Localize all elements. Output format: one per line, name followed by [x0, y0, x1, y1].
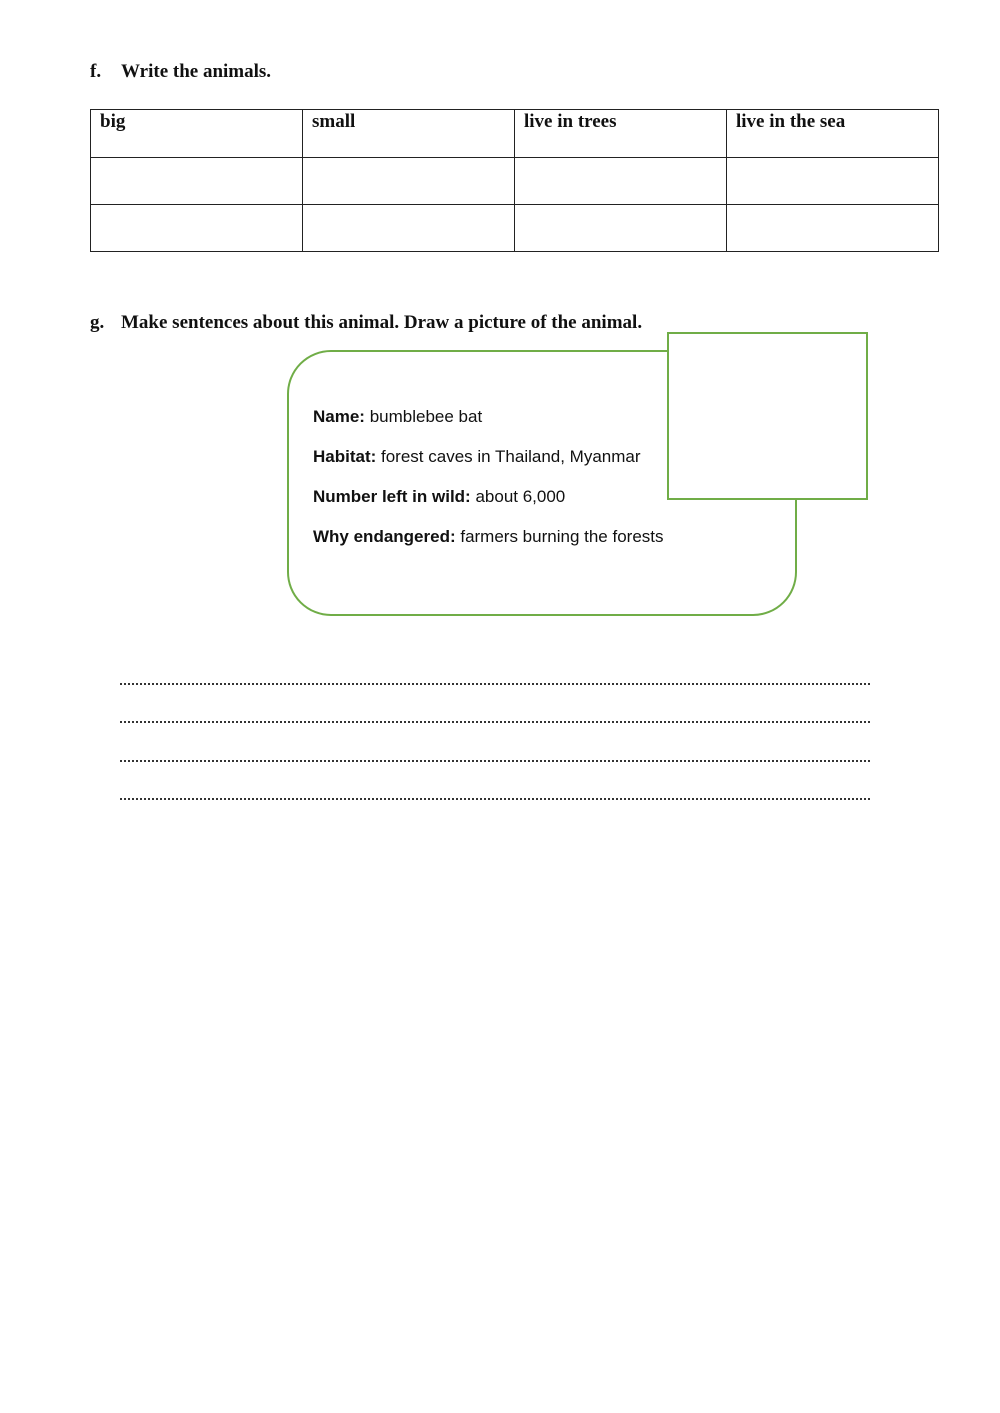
answer-cell[interactable]: [727, 158, 939, 205]
answer-cell[interactable]: [91, 205, 303, 252]
sentence-answer-line[interactable]: [120, 683, 870, 685]
answer-cell[interactable]: [727, 205, 939, 252]
table-row: [91, 158, 939, 205]
section-f-instruction: Write the animals.: [121, 61, 272, 82]
animal-number-line: [313, 487, 565, 507]
answer-cell[interactable]: [303, 205, 515, 252]
number-label: Number left in wild:: [313, 487, 471, 506]
animal-habitat-line: [313, 447, 641, 467]
animals-table: [90, 109, 939, 252]
answer-cell[interactable]: [303, 158, 515, 205]
section-f-heading: [90, 61, 271, 83]
habitat-value: forest caves in Thailand, Myanmar: [376, 447, 641, 466]
sentence-answer-line[interactable]: [120, 798, 870, 800]
why-endangered-value: farmers burning the forests: [455, 527, 664, 546]
column-header-small: small: [303, 110, 515, 158]
table-row: [91, 205, 939, 252]
why-endangered-label: Why endangered:: [313, 527, 456, 546]
table-header-row: [91, 110, 939, 158]
section-g-instruction: Make sentences about this animal. Draw a picture of the animal.: [121, 312, 643, 333]
drawing-box[interactable]: [667, 332, 868, 500]
column-header-live-in-trees: live in trees: [515, 110, 727, 158]
animal-why-endangered-line: [313, 527, 664, 547]
answer-cell[interactable]: [91, 158, 303, 205]
animal-name-line: [313, 407, 482, 427]
name-label: Name:: [313, 407, 365, 426]
answer-cell[interactable]: [515, 205, 727, 252]
number-value: about 6,000: [470, 487, 566, 506]
name-value: bumblebee bat: [364, 407, 483, 426]
column-header-live-in-the-sea: live in the sea: [727, 110, 939, 158]
answer-cell[interactable]: [515, 158, 727, 205]
sentence-answer-line[interactable]: [120, 721, 870, 723]
section-f-marker: f.: [90, 61, 102, 82]
section-g-marker: g.: [90, 312, 105, 333]
column-header-big: big: [91, 110, 303, 158]
habitat-label: Habitat:: [313, 447, 377, 466]
section-g-heading: [90, 312, 642, 334]
sentence-answer-line[interactable]: [120, 760, 870, 762]
